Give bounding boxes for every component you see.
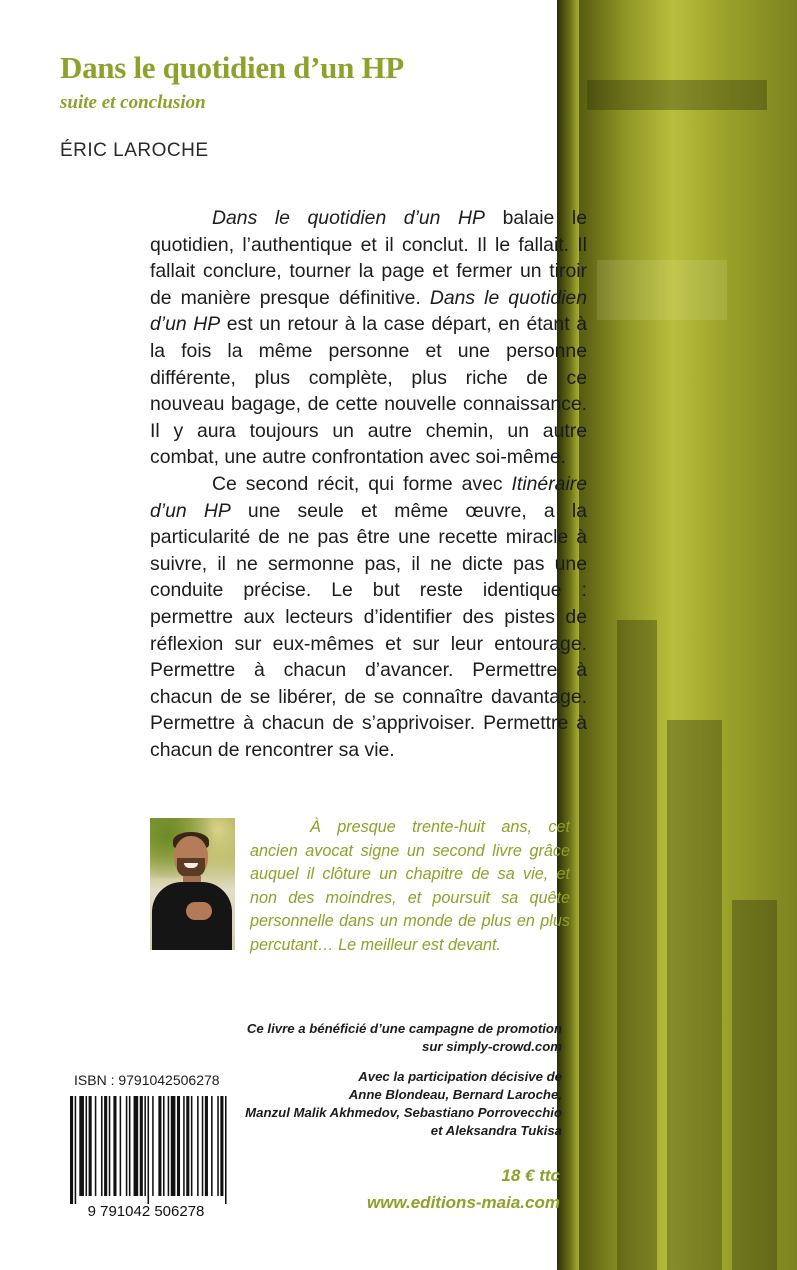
author-name: ÉRIC LAROCHE: [60, 140, 209, 161]
barcode-bar: [129, 1096, 131, 1196]
book-title-italic: Dans le quotidien d’un HP: [150, 286, 587, 336]
author-photo: [150, 818, 235, 950]
barcode-graphic: [60, 1094, 232, 1220]
barcode-bar: [202, 1096, 204, 1196]
isbn-label: ISBN : 9791042506278: [74, 1072, 220, 1088]
barcode-bar: [79, 1096, 84, 1196]
barcode-bar: [95, 1096, 97, 1196]
barcode-bar: [183, 1096, 185, 1196]
barcode-digits: 9 791042 506278: [87, 1203, 205, 1220]
blurb-paragraph-2: [150, 471, 587, 764]
barcode-bar: [225, 1096, 227, 1204]
barcode-bar: [211, 1096, 213, 1196]
blurb-text-span: balaie le quotidien, l’authentique et il conclut. Il le fallait. Il fallait conclure, tourner la page et fermer un tiroir de manière presque définitive.: [150, 207, 588, 309]
barcode-bar: [113, 1096, 116, 1196]
barcode-bar: [101, 1096, 103, 1196]
barcode-bar: [109, 1096, 111, 1196]
book-title-italic: Itinéraire d’un HP: [150, 472, 587, 522]
price: 18 € ttc: [501, 1166, 560, 1185]
blurb-text-span: Ce second récit, qui forme avec: [212, 472, 512, 495]
book-title-italic: Dans le quotidien d’un HP: [212, 207, 485, 229]
barcode-bar: [220, 1096, 223, 1196]
barcode-bar: [86, 1096, 88, 1196]
barcode-bar: [104, 1096, 107, 1196]
credits-line: et Aleksandra Tukisa: [430, 1123, 562, 1138]
barcode-bar: [70, 1096, 73, 1204]
blurb-paragraph-1: [150, 205, 587, 471]
barcode-bar: [152, 1096, 154, 1196]
author-bio-text: À presque trente-huit ans, cet ancien avocat signe un second livre grâce auquel il clôture un chapitre de sa vie, et non des moindres, et poursuit sa quête personnelle dans un monde de plus en plus percutant… Le meilleur est devant.: [250, 818, 570, 954]
promo-line: Ce livre a bénéficié d’une campagne de promotion: [246, 1021, 562, 1036]
barcode-bar: [75, 1096, 77, 1204]
blurb-text-span: une seule et même œuvre, a la particularité de ne pas être une recette miracle à suivre, il ne sermonne pas, il ne dicte pas une conduite précise. Le but reste identique : permettre aux lecteurs d’identifier des pistes de réflexion sur eux-mêmes et sur leur entourage. Permettre à chacun d’avancer. Permettre à chacun de se libérer, de se connaître davantage. Permettre à chacun de s’apprivoiser. Permettre à chacun de rencontrer sa vie.: [150, 499, 587, 761]
barcode-bar: [144, 1096, 146, 1196]
shadow-band: [587, 80, 767, 110]
barcode-bar: [148, 1096, 150, 1204]
decorative-green-stripe: [557, 0, 797, 1270]
book-subtitle: suite et conclusion: [60, 92, 206, 113]
author-bio: [250, 816, 570, 958]
barcode-bar: [191, 1096, 193, 1196]
barcode-bar: [163, 1096, 165, 1196]
barcode-bar: [140, 1096, 143, 1196]
building-silhouette: [732, 900, 777, 1270]
credits-line: Manzul Malik Akhmedov, Sebastiano Porrovecchio: [245, 1105, 562, 1120]
barcode-bar: [126, 1096, 128, 1196]
building-silhouette: [667, 720, 722, 1270]
barcode-bar: [171, 1096, 176, 1196]
barcode-bar: [217, 1096, 219, 1196]
barcode-bar: [177, 1096, 180, 1196]
promo-note: [202, 1020, 562, 1056]
blurb-text: [150, 205, 587, 763]
credits-line: Anne Blondeau, Bernard Laroche,: [348, 1087, 562, 1102]
credits-line: Avec la participation décisive de: [358, 1069, 562, 1084]
isbn-barcode: [60, 1094, 232, 1220]
participation-credits: [202, 1068, 562, 1140]
building-silhouette: [617, 620, 657, 1270]
barcode-bar: [158, 1096, 161, 1196]
blurb-text-span: est un retour à la case départ, en étant à la fois la même personne et une personne différente, plus complète, plus riche de ce nouveau bagage, de cette nouvelle connaissance. Il y aura toujours un autre chemin, un autre combat, une autre confrontation avec soi-même.: [150, 313, 587, 469]
book-title: Dans le quotidien d’un HP: [60, 50, 404, 85]
barcode-bar: [134, 1096, 139, 1196]
promo-line: sur simply-crowd.com: [422, 1039, 562, 1054]
reflection-band: [597, 260, 727, 320]
barcode-bar: [197, 1096, 199, 1196]
publisher-website: www.editions-maia.com: [366, 1193, 560, 1212]
barcode-bar: [120, 1096, 122, 1196]
barcode-bar: [186, 1096, 189, 1196]
barcode-bar: [168, 1096, 170, 1196]
barcode-bar: [205, 1096, 208, 1196]
barcode-bar: [89, 1096, 92, 1196]
